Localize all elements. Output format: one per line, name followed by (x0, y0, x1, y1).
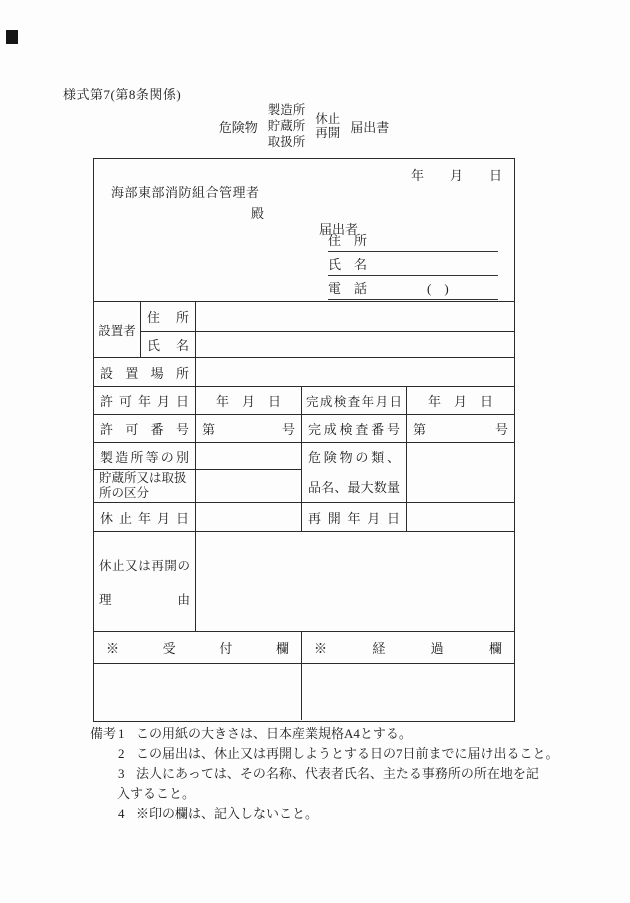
completion-date-value: 年 月 日 (427, 394, 493, 409)
reason-label-line2: 理由 (99, 592, 190, 607)
installer-label: 設置者 (98, 323, 136, 338)
permit-date-label: 許可年月日 (100, 394, 189, 409)
title-facility-types (268, 102, 306, 150)
permit-no-value-cell (196, 415, 302, 443)
notifier-fields (328, 228, 498, 300)
completion-no-label: 完成検査番号 (308, 422, 400, 437)
header-date: 年 月 日 (410, 168, 502, 183)
form-code: 様式第7(第8条関係) (63, 87, 182, 102)
completion-no-label-cell (302, 415, 407, 443)
storage-class-label: 貯蔵所又は取扱所の区分 (99, 471, 187, 500)
hazmat-label-cell (302, 443, 407, 503)
permit-date-value: 年 月 日 (215, 394, 281, 409)
completion-date-label: 完成検査年月日 (306, 394, 402, 409)
notifier-label: 届出者 (319, 222, 359, 237)
form-title (93, 102, 515, 150)
title-doc-type: 届出書 (350, 119, 390, 135)
reason-value-cell (196, 532, 514, 632)
completion-date-label-cell (302, 387, 407, 415)
permit-no-label: 許可番号 (100, 422, 189, 437)
title-action-suspend: 休止 (315, 112, 341, 126)
notifier-name-label: 氏 名 (328, 257, 368, 272)
reception-header-cell (94, 632, 302, 664)
notifier-phone-parens: ( ) (427, 281, 449, 296)
progress-label: ※ 経 過 欄 (314, 641, 502, 656)
form-table (94, 301, 514, 720)
reception-entry-cell (94, 664, 302, 720)
title-facility-storage: 貯蔵所 (267, 119, 306, 133)
permit-date-value-cell (196, 387, 302, 415)
facility-kind-label-cell (94, 443, 196, 470)
reception-label: ※ 受 付 欄 (106, 641, 289, 656)
suspend-date-label: 休止年月日 (100, 510, 189, 526)
remark-item-4 (118, 804, 580, 824)
storage-class-label-cell (94, 470, 196, 503)
progress-header-cell (302, 632, 514, 664)
remarks-items (118, 724, 580, 824)
storage-class-value-cell (196, 470, 302, 503)
installer-address-label-cell (141, 302, 196, 332)
installer-name-value-cell (196, 332, 514, 358)
location-label-cell (94, 358, 196, 387)
hazmat-value-cell (407, 443, 514, 503)
permit-no-prefix: 第 (202, 422, 216, 437)
remark-text-continued: 入すること。 (117, 786, 196, 801)
permit-no-suffix: 号 (281, 422, 295, 437)
remark-text: この用紙の大きさは、日本産業規格A4とする。 (136, 726, 412, 741)
title-facility-handling: 取扱所 (267, 135, 306, 149)
remark-text: 法人にあっては、その名称、代表者氏名、主たる事務所の所在地を記 (136, 766, 539, 781)
remarks (90, 724, 580, 824)
addressee: 海部東部消防組合管理者 (111, 185, 260, 200)
notifier-address-field (328, 228, 498, 252)
installer-name-label-cell (141, 332, 196, 358)
remarks-label: 備考 (90, 726, 117, 741)
remark-number: 4 (118, 806, 125, 821)
suspend-date-label-cell (94, 503, 196, 532)
installer-address-value-cell (196, 302, 514, 332)
remark-item-3-continued (118, 784, 580, 804)
remark-item-3 (118, 764, 580, 784)
location-label: 設置場所 (100, 365, 189, 381)
remark-text: ※印の欄は、記入しないこと。 (136, 806, 319, 821)
remark-number: 2 (118, 746, 125, 761)
hazmat-label-line2: 品名、最大数量 (308, 480, 400, 495)
location-value-cell (196, 358, 514, 387)
resume-date-label: 再開年月日 (308, 510, 400, 526)
remark-number: 3 (118, 766, 125, 781)
completion-no-prefix: 第 (413, 422, 427, 437)
scan-artifact (6, 30, 18, 44)
notifier-name-field (328, 252, 498, 276)
installer-label-cell (94, 302, 141, 358)
completion-no-value-cell (407, 415, 514, 443)
permit-date-label-cell (94, 387, 196, 415)
reason-label-line1: 休止又は再開の (99, 558, 190, 573)
title-actions (315, 112, 340, 140)
form-box (93, 158, 515, 722)
title-action-resume: 再開 (315, 126, 341, 140)
notifier-phone-label: 電 話 (328, 281, 368, 296)
remark-item-1 (118, 724, 580, 744)
form-header (94, 159, 514, 301)
facility-kind-value-cell (196, 443, 302, 470)
title-material: 危険物 (218, 119, 258, 135)
remark-text: この届出は、休止又は再開しようとする日の7日前までに届け出ること。 (136, 746, 559, 761)
progress-entry-cell (302, 664, 514, 720)
remark-item-2 (118, 744, 580, 764)
honorific: 殿 (251, 206, 265, 221)
notifier-address-label: 住 所 (328, 233, 368, 248)
hazmat-label-line1: 危険物の類、 (308, 450, 400, 465)
resume-date-value-cell (407, 503, 514, 532)
facility-kind-label: 製造所等の別 (100, 449, 189, 465)
remark-number: 1 (118, 726, 125, 741)
notifier-phone-field (328, 276, 498, 300)
reason-label-cell (94, 532, 196, 632)
completion-date-value-cell (407, 387, 514, 415)
resume-date-label-cell (302, 503, 407, 532)
installer-address-label: 住 所 (147, 310, 189, 325)
suspend-date-value-cell (196, 503, 302, 532)
title-facility-manufacturing: 製造所 (267, 103, 306, 117)
permit-no-label-cell (94, 415, 196, 443)
installer-name-label: 氏 名 (147, 338, 189, 353)
completion-no-suffix: 号 (494, 422, 508, 437)
